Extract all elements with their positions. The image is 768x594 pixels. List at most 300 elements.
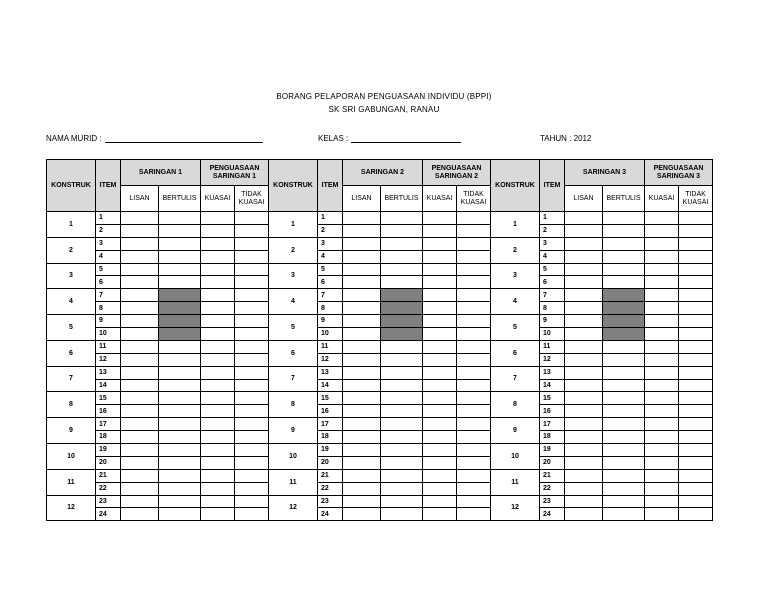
lisan-cell[interactable] xyxy=(565,508,603,521)
kuasai-cell[interactable] xyxy=(423,469,457,482)
kuasai-cell[interactable] xyxy=(645,212,679,225)
bertulis-cell[interactable] xyxy=(603,212,645,225)
bertulis-cell[interactable] xyxy=(381,237,423,250)
bertulis-cell[interactable] xyxy=(159,276,201,289)
bertulis-cell-shaded xyxy=(381,328,423,341)
lisan-cell[interactable] xyxy=(343,315,381,328)
tidak-kuasai-cell[interactable] xyxy=(679,469,713,482)
tidak-kuasai-cell[interactable] xyxy=(457,405,491,418)
kelas-field[interactable] xyxy=(318,134,461,143)
tidak-kuasai-cell[interactable] xyxy=(457,444,491,457)
bertulis-cell[interactable] xyxy=(159,495,201,508)
tidak-kuasai-cell[interactable] xyxy=(679,353,713,366)
lisan-cell[interactable] xyxy=(565,276,603,289)
lisan-cell[interactable] xyxy=(565,392,603,405)
tidak-kuasai-cell[interactable] xyxy=(235,508,269,521)
tidak-kuasai-cell[interactable] xyxy=(679,418,713,431)
kuasai-cell[interactable] xyxy=(645,289,679,302)
tidak-kuasai-cell[interactable] xyxy=(235,328,269,341)
tidak-kuasai-cell[interactable] xyxy=(679,250,713,263)
bertulis-cell[interactable] xyxy=(603,340,645,353)
tidak-kuasai-cell[interactable] xyxy=(235,315,269,328)
lisan-cell[interactable] xyxy=(565,418,603,431)
tidak-kuasai-cell[interactable] xyxy=(679,263,713,276)
lisan-cell[interactable] xyxy=(121,405,159,418)
bertulis-cell[interactable] xyxy=(159,224,201,237)
lisan-cell[interactable] xyxy=(565,328,603,341)
lisan-cell[interactable] xyxy=(343,340,381,353)
table-row xyxy=(47,289,269,302)
lisan-cell[interactable] xyxy=(121,212,159,225)
bertulis-cell[interactable] xyxy=(603,495,645,508)
item-cell: 3 xyxy=(540,237,565,250)
kuasai-cell[interactable] xyxy=(645,418,679,431)
tidak-kuasai-cell[interactable] xyxy=(457,366,491,379)
lisan-cell[interactable] xyxy=(121,302,159,315)
kuasai-cell[interactable] xyxy=(201,379,235,392)
kuasai-cell[interactable] xyxy=(201,392,235,405)
kuasai-cell[interactable] xyxy=(423,289,457,302)
tidak-kuasai-cell[interactable] xyxy=(457,289,491,302)
kuasai-cell[interactable] xyxy=(201,340,235,353)
nama-murid-field[interactable] xyxy=(46,134,263,143)
lisan-cell[interactable] xyxy=(121,237,159,250)
lisan-cell[interactable] xyxy=(121,482,159,495)
table-row xyxy=(269,212,491,225)
kuasai-cell[interactable] xyxy=(201,263,235,276)
tidak-kuasai-cell[interactable] xyxy=(679,482,713,495)
lisan-cell[interactable] xyxy=(121,431,159,444)
tidak-kuasai-cell[interactable] xyxy=(679,431,713,444)
lisan-cell[interactable] xyxy=(121,224,159,237)
bertulis-cell[interactable] xyxy=(603,482,645,495)
kuasai-cell[interactable] xyxy=(645,379,679,392)
tidak-kuasai-cell[interactable] xyxy=(679,405,713,418)
kuasai-cell[interactable] xyxy=(201,289,235,302)
bertulis-cell[interactable] xyxy=(603,353,645,366)
bertulis-header: BERTULIS xyxy=(381,186,423,212)
bertulis-cell[interactable] xyxy=(159,405,201,418)
tidak-kuasai-cell[interactable] xyxy=(235,212,269,225)
tidak-kuasai-cell[interactable] xyxy=(235,405,269,418)
kuasai-cell[interactable] xyxy=(423,315,457,328)
kuasai-cell[interactable] xyxy=(645,302,679,315)
bertulis-cell[interactable] xyxy=(603,456,645,469)
kuasai-cell[interactable] xyxy=(645,250,679,263)
table-row xyxy=(491,263,713,276)
lisan-cell[interactable] xyxy=(565,315,603,328)
item-cell: 4 xyxy=(540,250,565,263)
tidak-kuasai-cell[interactable] xyxy=(457,456,491,469)
tidak-kuasai-cell[interactable] xyxy=(679,224,713,237)
penguasaan-header: PENGUASAAN SARINGAN 1 xyxy=(201,160,269,186)
tidak-kuasai-cell[interactable] xyxy=(679,212,713,225)
tidak-kuasai-cell[interactable] xyxy=(679,379,713,392)
tidak-kuasai-cell[interactable] xyxy=(679,328,713,341)
lisan-cell[interactable] xyxy=(343,353,381,366)
kuasai-cell[interactable] xyxy=(423,366,457,379)
bertulis-cell[interactable] xyxy=(381,276,423,289)
kuasai-cell[interactable] xyxy=(645,237,679,250)
tidak-kuasai-cell[interactable] xyxy=(457,224,491,237)
bertulis-cell[interactable] xyxy=(159,353,201,366)
lisan-cell[interactable] xyxy=(121,392,159,405)
bertulis-cell[interactable] xyxy=(603,431,645,444)
lisan-cell[interactable] xyxy=(343,289,381,302)
kuasai-cell[interactable] xyxy=(201,250,235,263)
bertulis-cell[interactable] xyxy=(381,444,423,457)
kuasai-cell[interactable] xyxy=(645,366,679,379)
tidak-kuasai-cell[interactable] xyxy=(679,237,713,250)
bertulis-cell[interactable] xyxy=(381,392,423,405)
tidak-kuasai-cell[interactable] xyxy=(679,456,713,469)
lisan-cell[interactable] xyxy=(565,263,603,276)
bertulis-cell[interactable] xyxy=(603,508,645,521)
tidak-kuasai-cell[interactable] xyxy=(235,289,269,302)
kuasai-cell[interactable] xyxy=(645,508,679,521)
lisan-cell[interactable] xyxy=(565,456,603,469)
tidak-kuasai-cell[interactable] xyxy=(679,366,713,379)
lisan-cell[interactable] xyxy=(565,302,603,315)
lisan-cell[interactable] xyxy=(121,456,159,469)
tidak-kuasai-cell[interactable] xyxy=(235,250,269,263)
kuasai-cell[interactable] xyxy=(645,495,679,508)
kuasai-cell[interactable] xyxy=(645,482,679,495)
lisan-cell[interactable] xyxy=(343,224,381,237)
lisan-cell[interactable] xyxy=(343,237,381,250)
bertulis-cell[interactable] xyxy=(159,418,201,431)
bertulis-cell[interactable] xyxy=(603,418,645,431)
tidak-kuasai-cell[interactable] xyxy=(679,495,713,508)
bertulis-cell[interactable] xyxy=(603,237,645,250)
tidak-kuasai-cell[interactable] xyxy=(457,302,491,315)
lisan-cell[interactable] xyxy=(343,212,381,225)
bertulis-cell[interactable] xyxy=(159,212,201,225)
kuasai-cell[interactable] xyxy=(423,237,457,250)
lisan-cell[interactable] xyxy=(343,508,381,521)
lisan-cell[interactable] xyxy=(565,469,603,482)
bertulis-cell[interactable] xyxy=(159,444,201,457)
tidak-kuasai-cell[interactable] xyxy=(235,263,269,276)
kuasai-cell[interactable] xyxy=(423,431,457,444)
lisan-cell[interactable] xyxy=(343,392,381,405)
tidak-kuasai-cell[interactable] xyxy=(679,302,713,315)
kuasai-cell[interactable] xyxy=(201,315,235,328)
lisan-cell[interactable] xyxy=(343,263,381,276)
kuasai-cell[interactable] xyxy=(201,431,235,444)
bertulis-cell[interactable] xyxy=(603,379,645,392)
kuasai-cell[interactable] xyxy=(645,456,679,469)
kuasai-cell[interactable] xyxy=(423,212,457,225)
kuasai-cell[interactable] xyxy=(201,276,235,289)
lisan-cell[interactable] xyxy=(565,289,603,302)
kuasai-cell[interactable] xyxy=(201,444,235,457)
kuasai-cell[interactable] xyxy=(645,405,679,418)
bertulis-cell[interactable] xyxy=(603,469,645,482)
tidak-kuasai-cell[interactable] xyxy=(235,456,269,469)
kuasai-cell[interactable] xyxy=(201,366,235,379)
lisan-cell[interactable] xyxy=(343,469,381,482)
lisan-cell[interactable] xyxy=(121,276,159,289)
kuasai-cell[interactable] xyxy=(645,392,679,405)
tidak-kuasai-cell[interactable] xyxy=(457,482,491,495)
bertulis-cell[interactable] xyxy=(381,224,423,237)
tidak-kuasai-cell[interactable] xyxy=(235,224,269,237)
bertulis-cell-shaded xyxy=(159,328,201,341)
konstruk-cell: 6 xyxy=(491,340,540,366)
bertulis-cell[interactable] xyxy=(603,405,645,418)
lisan-cell[interactable] xyxy=(565,212,603,225)
tidak-kuasai-cell[interactable] xyxy=(235,418,269,431)
kuasai-cell[interactable] xyxy=(645,276,679,289)
kuasai-cell[interactable] xyxy=(423,302,457,315)
kuasai-cell[interactable] xyxy=(423,418,457,431)
lisan-cell[interactable] xyxy=(121,418,159,431)
bertulis-cell[interactable] xyxy=(159,250,201,263)
lisan-cell[interactable] xyxy=(343,495,381,508)
kuasai-cell[interactable] xyxy=(423,444,457,457)
kuasai-cell[interactable] xyxy=(423,276,457,289)
tidak-kuasai-cell[interactable] xyxy=(457,469,491,482)
tidak-kuasai-cell[interactable] xyxy=(457,276,491,289)
bertulis-cell[interactable] xyxy=(381,482,423,495)
lisan-cell[interactable] xyxy=(121,444,159,457)
tidak-kuasai-cell[interactable] xyxy=(457,418,491,431)
kuasai-cell[interactable] xyxy=(201,328,235,341)
tidak-kuasai-cell[interactable] xyxy=(235,302,269,315)
item-cell: 1 xyxy=(96,212,121,225)
kuasai-cell[interactable] xyxy=(201,495,235,508)
bertulis-cell-shaded xyxy=(159,302,201,315)
kuasai-cell[interactable] xyxy=(201,302,235,315)
bertulis-cell[interactable] xyxy=(159,263,201,276)
lisan-cell[interactable] xyxy=(121,379,159,392)
tidak-kuasai-cell[interactable] xyxy=(457,250,491,263)
lisan-cell[interactable] xyxy=(565,224,603,237)
lisan-cell[interactable] xyxy=(343,328,381,341)
kuasai-cell[interactable] xyxy=(201,469,235,482)
lisan-cell[interactable] xyxy=(343,302,381,315)
kuasai-cell[interactable] xyxy=(201,237,235,250)
kuasai-cell[interactable] xyxy=(201,482,235,495)
bertulis-cell[interactable] xyxy=(381,495,423,508)
tidak-kuasai-cell[interactable] xyxy=(235,482,269,495)
bertulis-cell[interactable] xyxy=(159,379,201,392)
kuasai-cell[interactable] xyxy=(645,263,679,276)
lisan-cell[interactable] xyxy=(343,444,381,457)
kuasai-cell[interactable] xyxy=(423,482,457,495)
tidak-kuasai-cell[interactable] xyxy=(679,392,713,405)
bertulis-cell[interactable] xyxy=(603,276,645,289)
tidak-kuasai-cell[interactable] xyxy=(457,431,491,444)
lisan-cell[interactable] xyxy=(343,431,381,444)
tidak-kuasai-cell[interactable] xyxy=(457,495,491,508)
tidak-kuasai-cell[interactable] xyxy=(457,237,491,250)
bertulis-cell[interactable] xyxy=(603,250,645,263)
tidak-kuasai-cell[interactable] xyxy=(235,379,269,392)
bertulis-cell[interactable] xyxy=(159,392,201,405)
item-cell: 14 xyxy=(540,379,565,392)
lisan-cell[interactable] xyxy=(565,250,603,263)
konstruk-cell: 11 xyxy=(491,469,540,495)
lisan-cell[interactable] xyxy=(343,379,381,392)
kuasai-cell[interactable] xyxy=(423,340,457,353)
bertulis-cell[interactable] xyxy=(381,263,423,276)
bertulis-cell[interactable] xyxy=(603,366,645,379)
tidak-kuasai-cell[interactable] xyxy=(457,379,491,392)
tidak-kuasai-cell[interactable] xyxy=(457,212,491,225)
tidak-kuasai-cell[interactable] xyxy=(457,328,491,341)
lisan-cell[interactable] xyxy=(565,379,603,392)
bertulis-cell[interactable] xyxy=(381,508,423,521)
tidak-kuasai-cell[interactable] xyxy=(679,315,713,328)
item-cell: 15 xyxy=(540,392,565,405)
lisan-cell[interactable] xyxy=(121,469,159,482)
kuasai-cell[interactable] xyxy=(423,328,457,341)
lisan-cell[interactable] xyxy=(121,250,159,263)
tidak-kuasai-cell[interactable] xyxy=(235,495,269,508)
konstruk-cell: 7 xyxy=(491,366,540,392)
bertulis-cell[interactable] xyxy=(159,508,201,521)
kuasai-header: KUASAI xyxy=(645,186,679,212)
bertulis-cell[interactable] xyxy=(381,366,423,379)
lisan-cell[interactable] xyxy=(565,482,603,495)
bertulis-cell[interactable] xyxy=(381,250,423,263)
bertulis-cell[interactable] xyxy=(159,469,201,482)
tidak-kuasai-cell[interactable] xyxy=(235,431,269,444)
tidak-kuasai-cell[interactable] xyxy=(457,315,491,328)
tidak-kuasai-cell[interactable] xyxy=(679,276,713,289)
kuasai-cell[interactable] xyxy=(645,315,679,328)
bertulis-cell[interactable] xyxy=(603,224,645,237)
bertulis-cell[interactable] xyxy=(159,237,201,250)
bertulis-cell[interactable] xyxy=(603,444,645,457)
table-row xyxy=(47,418,269,431)
bertulis-cell[interactable] xyxy=(381,212,423,225)
bertulis-cell[interactable] xyxy=(603,392,645,405)
lisan-cell[interactable] xyxy=(565,340,603,353)
lisan-cell[interactable] xyxy=(565,237,603,250)
nama-murid-line[interactable] xyxy=(105,134,263,143)
kuasai-cell[interactable] xyxy=(423,508,457,521)
kuasai-cell[interactable] xyxy=(201,508,235,521)
bertulis-cell[interactable] xyxy=(159,482,201,495)
bertulis-cell[interactable] xyxy=(159,456,201,469)
tidak-kuasai-cell[interactable] xyxy=(235,340,269,353)
lisan-cell[interactable] xyxy=(343,250,381,263)
kuasai-cell[interactable] xyxy=(645,444,679,457)
tidak-kuasai-header: TIDAK KUASAI xyxy=(235,186,269,212)
lisan-cell[interactable] xyxy=(121,366,159,379)
bertulis-cell[interactable] xyxy=(381,353,423,366)
bertulis-cell[interactable] xyxy=(381,405,423,418)
kuasai-cell[interactable] xyxy=(645,328,679,341)
lisan-cell[interactable] xyxy=(565,431,603,444)
bertulis-cell[interactable] xyxy=(381,469,423,482)
kuasai-cell[interactable] xyxy=(423,353,457,366)
kuasai-cell[interactable] xyxy=(423,405,457,418)
bertulis-cell[interactable] xyxy=(159,431,201,444)
lisan-cell[interactable] xyxy=(343,482,381,495)
kuasai-cell[interactable] xyxy=(201,418,235,431)
kuasai-cell[interactable] xyxy=(645,224,679,237)
tidak-kuasai-cell[interactable] xyxy=(457,353,491,366)
kuasai-cell[interactable] xyxy=(201,456,235,469)
lisan-cell[interactable] xyxy=(343,456,381,469)
lisan-cell[interactable] xyxy=(343,418,381,431)
kuasai-cell[interactable] xyxy=(645,353,679,366)
tidak-kuasai-cell[interactable] xyxy=(457,508,491,521)
lisan-cell[interactable] xyxy=(121,495,159,508)
lisan-cell[interactable] xyxy=(565,495,603,508)
tidak-kuasai-cell[interactable] xyxy=(235,237,269,250)
tidak-kuasai-cell[interactable] xyxy=(679,340,713,353)
bertulis-cell[interactable] xyxy=(381,379,423,392)
tidak-kuasai-cell[interactable] xyxy=(235,366,269,379)
lisan-cell[interactable] xyxy=(343,405,381,418)
lisan-cell[interactable] xyxy=(121,340,159,353)
kuasai-cell[interactable] xyxy=(423,392,457,405)
lisan-cell[interactable] xyxy=(121,508,159,521)
kuasai-cell[interactable] xyxy=(423,495,457,508)
kuasai-cell[interactable] xyxy=(423,224,457,237)
tidak-kuasai-cell[interactable] xyxy=(679,444,713,457)
kuasai-cell[interactable] xyxy=(423,250,457,263)
bertulis-cell[interactable] xyxy=(603,263,645,276)
bertulis-cell[interactable] xyxy=(381,456,423,469)
tidak-kuasai-cell[interactable] xyxy=(457,392,491,405)
kuasai-cell[interactable] xyxy=(201,405,235,418)
tidak-kuasai-cell[interactable] xyxy=(679,289,713,302)
kelas-line[interactable] xyxy=(351,134,461,143)
kuasai-cell[interactable] xyxy=(423,456,457,469)
lisan-cell[interactable] xyxy=(565,405,603,418)
tidak-kuasai-cell[interactable] xyxy=(235,444,269,457)
kuasai-cell[interactable] xyxy=(645,431,679,444)
bertulis-cell[interactable] xyxy=(159,366,201,379)
lisan-cell[interactable] xyxy=(565,444,603,457)
lisan-cell[interactable] xyxy=(121,328,159,341)
lisan-cell[interactable] xyxy=(565,353,603,366)
lisan-cell[interactable] xyxy=(343,366,381,379)
lisan-cell[interactable] xyxy=(565,366,603,379)
kuasai-cell[interactable] xyxy=(645,469,679,482)
kuasai-cell[interactable] xyxy=(201,353,235,366)
lisan-cell[interactable] xyxy=(121,315,159,328)
kuasai-cell[interactable] xyxy=(645,340,679,353)
lisan-cell[interactable] xyxy=(121,289,159,302)
konstruk-header: KONSTRUK xyxy=(47,160,96,212)
kuasai-cell[interactable] xyxy=(201,212,235,225)
tidak-kuasai-cell[interactable] xyxy=(235,392,269,405)
kuasai-cell[interactable] xyxy=(423,379,457,392)
bertulis-cell[interactable] xyxy=(381,340,423,353)
lisan-cell[interactable] xyxy=(343,276,381,289)
lisan-cell[interactable] xyxy=(121,263,159,276)
tidak-kuasai-cell[interactable] xyxy=(235,469,269,482)
tidak-kuasai-cell[interactable] xyxy=(457,263,491,276)
tidak-kuasai-cell[interactable] xyxy=(235,353,269,366)
tidak-kuasai-cell[interactable] xyxy=(235,276,269,289)
lisan-cell[interactable] xyxy=(121,353,159,366)
kuasai-cell[interactable] xyxy=(201,224,235,237)
tidak-kuasai-cell[interactable] xyxy=(457,340,491,353)
bertulis-cell[interactable] xyxy=(159,340,201,353)
kuasai-cell[interactable] xyxy=(423,263,457,276)
tidak-kuasai-cell[interactable] xyxy=(679,508,713,521)
bertulis-cell[interactable] xyxy=(381,431,423,444)
bertulis-cell[interactable] xyxy=(381,418,423,431)
